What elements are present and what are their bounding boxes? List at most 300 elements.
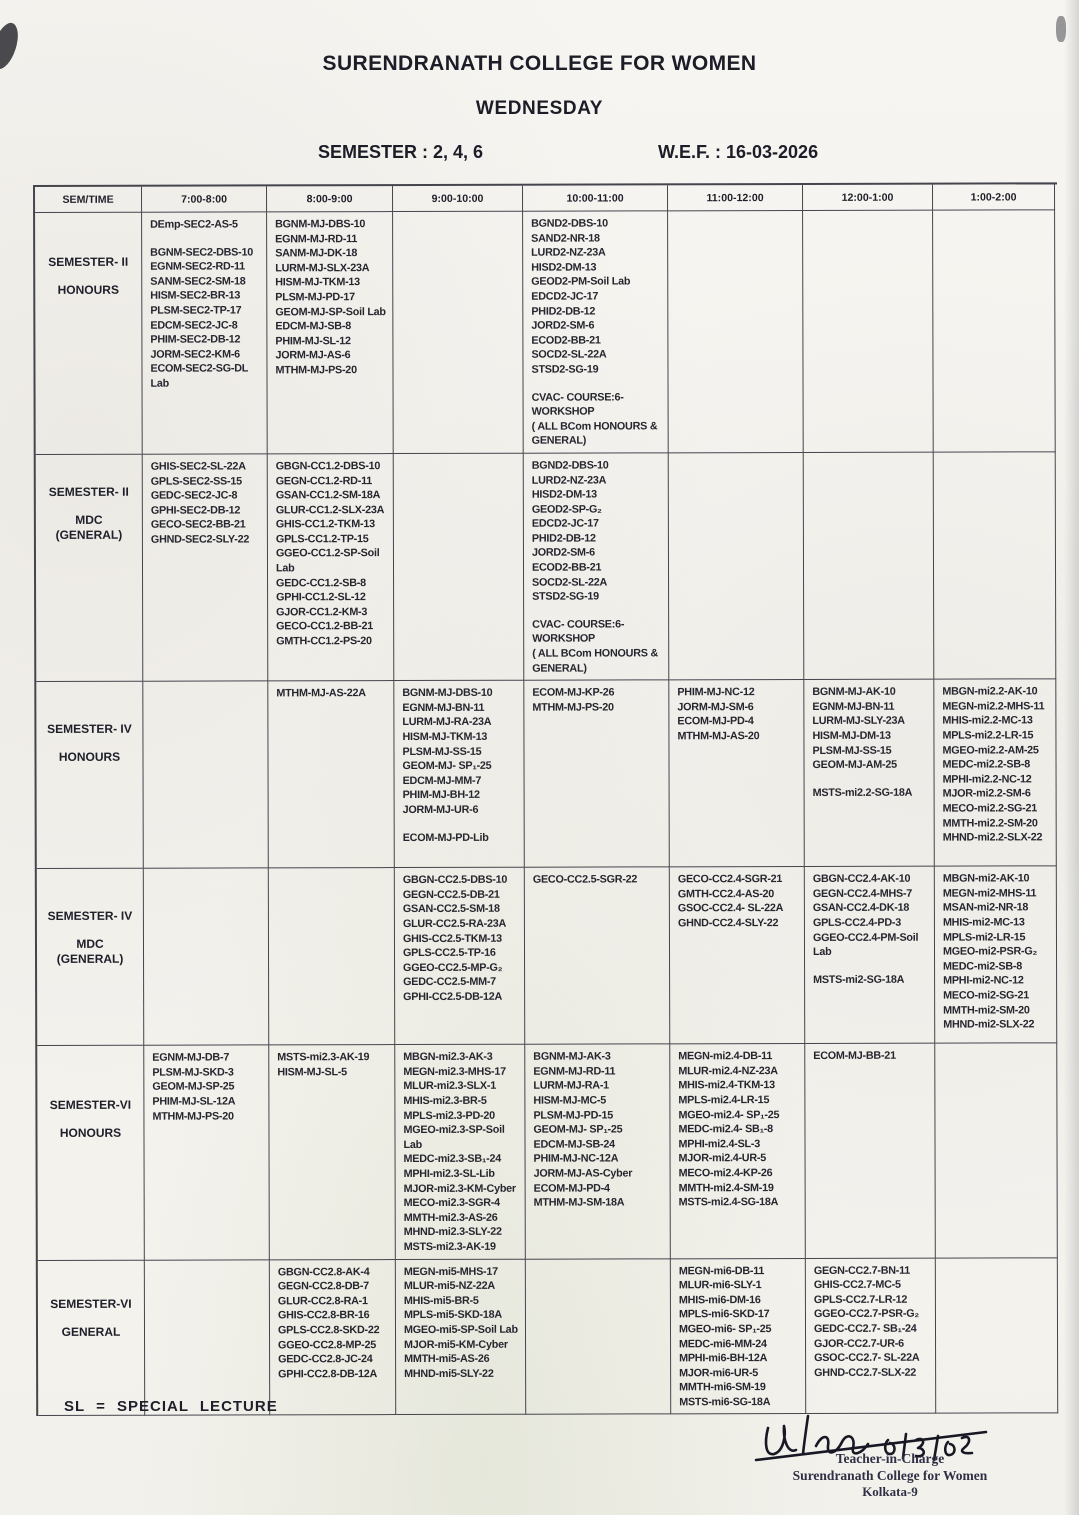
course-entry: MEGN-mi2.2-MHS-11 xyxy=(942,700,1045,713)
timetable-cell xyxy=(142,212,268,454)
row-label xyxy=(36,682,143,869)
timetable-row xyxy=(36,680,1058,870)
course-entry: MPHI-mi2-NC-12 xyxy=(943,974,1024,987)
course-entry: JORM-MJ-UR-6 xyxy=(402,803,479,817)
course-entry: MGEO-mi5-SP-Soil Lab xyxy=(403,1323,518,1336)
course-entry: ECOM-MJ-PD-4 xyxy=(677,715,754,728)
semester-wef-line xyxy=(0,142,1079,166)
timetable-cell xyxy=(934,452,1057,680)
course-entry: PLSM-MJ-SS-15 xyxy=(402,745,482,758)
timetable-cell xyxy=(268,454,395,682)
course-entry: JORM-SEC2-KM-6 xyxy=(150,348,240,361)
timetable-cell xyxy=(145,1260,270,1416)
course-entry: ECOD2-BB-21 xyxy=(531,561,602,574)
course-entry: MEGN-mi6-DB-11 xyxy=(678,1264,765,1277)
course-entry: GEDC-CC2.5-MM-7 xyxy=(403,976,496,989)
timetable-cell xyxy=(394,681,524,868)
course-entry: GPHI-SEC2-DB-12 xyxy=(150,504,241,517)
course-entry: EDCM-SEC2-JC-8 xyxy=(150,319,238,332)
course-entry: GENERAL) xyxy=(531,434,587,448)
course-entry: MMTH-mi5-AS-26 xyxy=(404,1352,490,1366)
timetable-cell xyxy=(526,1259,671,1415)
time-column-header: 10:00-11:00 xyxy=(523,185,668,211)
course-entry: GGEO-CC2.5-MP-G₂ xyxy=(403,961,503,974)
course-entry: MGEO-mi6- SP₁-25 xyxy=(678,1322,772,1336)
course-entry: BGNM-SEC2-DBS-10 xyxy=(150,246,253,259)
course-entry xyxy=(532,604,665,617)
scan-artifact-top-right xyxy=(1056,16,1066,42)
course-entry: ( ALL BCom HONOURS & xyxy=(531,420,658,433)
course-entry: WORKSHOP xyxy=(532,632,596,646)
course-entry xyxy=(403,817,521,830)
course-entry: GEDC-CC2.8-JC-24 xyxy=(278,1353,373,1366)
semester-info: SEMESTER : 2, 4, 6 xyxy=(318,142,484,162)
course-entry: WORKSHOP xyxy=(531,405,595,418)
course-entry: GEGN-CC2.8-DB-7 xyxy=(277,1280,369,1293)
timetable-cell xyxy=(395,1045,526,1260)
timetable-row xyxy=(37,1044,1060,1261)
course-entry: GECO-CC2.4-SGR-21 xyxy=(677,873,783,886)
course-entry: LURD2-NZ-23A xyxy=(531,474,607,487)
course-entry: MHIS-mi6-DM-16 xyxy=(678,1293,761,1307)
course-entry: GBGN-CC2.4-AK-10 xyxy=(812,872,911,886)
course-entry: HISD2-DM-13 xyxy=(531,261,597,274)
course-entry: MSTS-mi6-SG-18A xyxy=(679,1395,771,1409)
course-entry: GJOR-CC2.7-UR-6 xyxy=(814,1337,904,1350)
course-entry: MEGN-mi2.4-DB-11 xyxy=(678,1050,773,1063)
course-entry: MLUR-mi6-SLY-1 xyxy=(678,1279,762,1292)
course-entry: Lab xyxy=(275,562,295,575)
row-label-line: SEMESTER- II xyxy=(48,254,129,269)
course-entry: GPLS-CC2.8-SKD-22 xyxy=(277,1324,380,1337)
course-entry: PLSM-MJ-SS-15 xyxy=(812,744,892,757)
course-entry: MLUR-mi2.4-NZ-23A xyxy=(678,1064,778,1078)
course-entry: JORM-MJ-AS-Cyber xyxy=(533,1167,633,1180)
course-entry: SAND2-NR-18 xyxy=(531,232,600,245)
timetable-cell xyxy=(805,1044,936,1259)
course-entry: EGNM-MJ-RD-11 xyxy=(533,1065,616,1078)
course-entry: EDCM-MJ-MM-7 xyxy=(402,774,482,787)
timetable-cell xyxy=(393,212,524,454)
row-label-line: (GENERAL) xyxy=(55,527,123,542)
course-entry: Lab xyxy=(403,1138,422,1151)
timetable-cell xyxy=(936,1258,1058,1414)
course-entry: MBGN-mi2.3-AK-3 xyxy=(403,1051,493,1064)
course-entry: MHND-mi5-SLY-22 xyxy=(404,1367,494,1380)
course-entry: MHND-mi2-SLX-22 xyxy=(943,1018,1035,1031)
timetable xyxy=(33,182,1060,1416)
timetable-cell xyxy=(143,682,268,869)
timetable-header-row xyxy=(35,184,1057,213)
course-entry: MSTS-mi2.2-SG-18A xyxy=(812,786,913,799)
course-entry: LURM-MJ-SLX-23A xyxy=(275,261,370,275)
stamp-line-designation: Teacher-in-Charge xyxy=(835,1451,945,1466)
course-entry: MECO-mi2.3-SGR-4 xyxy=(403,1196,500,1210)
course-entry: SANM-MJ-DK-18 xyxy=(275,247,358,260)
course-entry: MPLS-mi2.2-LR-15 xyxy=(942,729,1034,742)
course-entry: GSAN-CC2.4-DK-18 xyxy=(812,902,910,915)
course-entry: GPHI-CC2.8-DB-12A xyxy=(278,1367,378,1381)
course-entry: LURM-MJ-RA-1 xyxy=(533,1079,609,1093)
course-entry: GHND-SEC2-SLY-22 xyxy=(150,533,250,546)
course-entry: GEOD2-SP-G₂ xyxy=(531,503,602,516)
timetable-row xyxy=(37,867,1059,1047)
timetable-cell xyxy=(805,867,935,1044)
course-entry: MPLS-mi5-SKD-18A xyxy=(403,1309,502,1322)
course-entry: MGEO-mi2.4- SP₁-25 xyxy=(678,1108,780,1121)
row-label-line: SEMESTER- IV xyxy=(47,721,132,737)
course-entry: LURD2-NZ-23A xyxy=(531,246,606,259)
course-entry: CVAC- COURSE:6- xyxy=(531,390,624,404)
course-entry: GHIS-CC2.5-TKM-13 xyxy=(402,932,502,945)
course-entry: EGNM-MJ-RD-11 xyxy=(275,232,358,245)
course-entry: GPHI-CC2.5-DB-12A xyxy=(403,990,503,1004)
timetable-cell xyxy=(669,680,804,867)
course-entry: SANM-SEC2-SM-18 xyxy=(150,275,246,288)
course-entry: MJOR-mi5-KM-Cyber xyxy=(404,1338,508,1351)
timetable-cell xyxy=(144,1046,270,1261)
timetable-cell xyxy=(523,211,669,453)
course-entry: MECO-mi2-SG-21 xyxy=(943,989,1030,1002)
timetable-cell xyxy=(804,453,935,681)
timetable-cell xyxy=(524,453,670,681)
course-entry: MPLS-mi2.3-PD-20 xyxy=(403,1109,495,1122)
course-entry: PLSM-MJ-PD-17 xyxy=(275,291,355,304)
course-entry: PHIM-MJ-NC-12 xyxy=(677,686,755,699)
course-entry: PHIM-MJ-SL-12A xyxy=(152,1095,236,1108)
course-entry: MEGN-mi2-MHS-11 xyxy=(942,887,1037,900)
course-entry: MMTH-mi2.3-AS-26 xyxy=(403,1211,498,1224)
course-entry: MEGN-mi2.3-MHS-17 xyxy=(403,1065,506,1078)
course-entry: GECO-SEC2-BB-21 xyxy=(150,518,246,531)
course-entry: MLUR-mi2.3-SLX-1 xyxy=(403,1080,496,1093)
course-entry xyxy=(532,377,665,390)
course-entry: MGEO-mi2.2-AM-25 xyxy=(942,743,1039,757)
course-entry: MMTH-mi2.2-SM-20 xyxy=(942,816,1038,830)
course-entry: ECOM-MJ-BB-21 xyxy=(813,1049,896,1063)
course-entry: GEOM-MJ-SP-Soil Lab xyxy=(275,305,386,318)
page-title: SURENDRANATH COLLEGE FOR WOMEN xyxy=(322,52,757,75)
course-entry: PHIM-MJ-NC-12A xyxy=(533,1152,619,1166)
course-entry: MMTH-mi2-SM-20 xyxy=(943,1003,1030,1017)
timetable-cell xyxy=(806,1258,936,1414)
row-label-line: HONOURS xyxy=(58,749,121,765)
row-label-line xyxy=(40,1311,142,1324)
row-label-line: SEMESTER-VI xyxy=(50,1296,132,1311)
course-entry: MEDC-mi2.2-SB-8 xyxy=(942,758,1030,771)
course-entry: MSTS-mi2.3-AK-19 xyxy=(277,1051,370,1064)
course-entry: GLUR-CC1.2-SLX-23A xyxy=(275,503,385,517)
course-entry: MBGN-mi2.2-AK-10 xyxy=(942,685,1038,698)
course-entry: GEDC-CC2.7- SB₁-24 xyxy=(813,1322,917,1335)
course-entry: HISM-MJ-DM-13 xyxy=(812,729,891,742)
timetable-cell xyxy=(803,211,934,453)
timetable-cell xyxy=(143,454,269,682)
row-label-line: GENERAL xyxy=(61,1324,121,1339)
timetable-cell xyxy=(934,680,1056,867)
course-entry: Lab xyxy=(150,377,169,390)
row-label-line: (GENERAL) xyxy=(56,951,124,967)
timetable-cell xyxy=(669,453,805,681)
course-entry: MTHM-MJ-PS-20 xyxy=(152,1110,234,1123)
course-entry: BGND2-DBS-10 xyxy=(531,217,608,230)
course-entry: MLUR-mi5-NZ-22A xyxy=(403,1279,495,1293)
row-label xyxy=(37,869,144,1046)
course-entry: GEOD2-PM-Soil Lab xyxy=(531,275,631,289)
course-entry: GBGN-CC2.8-AK-4 xyxy=(277,1265,370,1278)
timetable-cell xyxy=(670,1044,806,1259)
course-entry: MTHM-MJ-PS-20 xyxy=(532,701,614,714)
row-label-line xyxy=(39,924,141,937)
timetable-cell xyxy=(935,1044,1058,1259)
course-entry: LURM-MJ-RA-23A xyxy=(402,716,492,729)
course-entry: JORD2-SM-6 xyxy=(531,546,595,560)
course-entry: MPLS-mi6-SKD-17 xyxy=(678,1308,770,1321)
row-label-line xyxy=(38,500,140,513)
course-entry: BGNM-MJ-DBS-10 xyxy=(402,687,493,700)
course-entry: GLUR-CC2.8-RA-1 xyxy=(277,1294,368,1308)
course-entry: GPLS-CC2.4-PD-3 xyxy=(812,916,901,929)
course-entry: MMTH-mi6-SM-19 xyxy=(679,1381,766,1394)
course-entry: MHIS-mi2.4-TKM-13 xyxy=(678,1079,775,1092)
course-entry: GSOC-CC2.7- SL-22A xyxy=(814,1351,920,1365)
signature-block xyxy=(730,1412,1050,1512)
row-label-line: MDC xyxy=(75,512,103,527)
course-entry: GSOC-CC2.4- SL-22A xyxy=(677,902,784,915)
row-label-line xyxy=(39,1113,141,1126)
course-entry: HISM-MJ-TKM-13 xyxy=(275,276,360,289)
course-entry: MSTS-mi2.3-AK-19 xyxy=(403,1240,496,1253)
scan-edge-shadow xyxy=(1064,0,1079,1515)
course-entry xyxy=(150,232,263,245)
course-entry: SOCD2-SL-22A xyxy=(531,348,607,362)
course-entry: MECO-mi2.2-SG-21 xyxy=(942,802,1038,815)
course-entry: MPHI-mi6-BH-12A xyxy=(679,1352,768,1365)
timetable-row xyxy=(35,210,1058,455)
course-entry: GBGN-CC2.5-DBS-10 xyxy=(402,873,508,887)
course-entry: MSTS-mi2.4-SG-18A xyxy=(678,1196,779,1209)
course-entry: MPHI-mi2.4-SL-3 xyxy=(678,1137,760,1151)
course-entry: GEDC-SEC2-JC-8 xyxy=(150,489,238,502)
course-entry: MPHI-mi2.2-NC-12 xyxy=(942,773,1032,786)
course-entry: ECOD2-BB-21 xyxy=(531,334,601,347)
course-entry: GHND-CC2.4-SLY-22 xyxy=(677,917,779,930)
course-entry: MHND-mi2.3-SLY-22 xyxy=(403,1226,502,1239)
row-label-line: MDC xyxy=(76,937,104,952)
course-entry: MGEO-mi2-PSR-G₂ xyxy=(942,945,1038,958)
course-entry: GJOR-CC1.2-KM-3 xyxy=(276,605,368,619)
course-entry: MEDC-mi2.3-SB₁-24 xyxy=(403,1153,501,1166)
time-column-header: SEM/TIME xyxy=(35,187,142,213)
course-entry: PHID2-DB-12 xyxy=(531,305,596,318)
time-column-header: 9:00-10:00 xyxy=(393,186,523,212)
course-entry: MECO-mi2.4-KP-26 xyxy=(678,1167,773,1180)
row-label-line xyxy=(37,270,139,283)
course-entry: GHIS-CC2.8-BR-16 xyxy=(277,1309,370,1322)
time-column-header: 1:00-2:00 xyxy=(933,184,1055,210)
timetable-cell xyxy=(267,212,394,454)
course-entry: ( ALL BCom HONOURS & xyxy=(532,647,659,660)
timetable-cell xyxy=(268,681,394,868)
timetable-cell xyxy=(935,867,1057,1044)
teacher-stamp xyxy=(730,1450,1050,1500)
course-entry: MJOR-mi2.2-SM-6 xyxy=(942,787,1031,800)
course-entry: MSTS-mi2-SG-18A xyxy=(813,973,905,986)
course-entry: HISM-SEC2-BR-13 xyxy=(150,289,241,303)
course-entry: GHND-CC2.7-SLX-22 xyxy=(814,1366,917,1379)
course-entry: MEDC-mi6-MM-24 xyxy=(679,1337,767,1350)
course-entry: GGEO-CC1.2-SP-Soil xyxy=(275,547,380,560)
course-entry: GEOM-MJ- SP₁-25 xyxy=(533,1123,623,1136)
course-entry: EDCM-MJ-SB-24 xyxy=(533,1138,615,1151)
course-entry: STSD2-SG-19 xyxy=(531,363,599,376)
course-entry: GEGN-CC1.2-RD-11 xyxy=(275,474,372,487)
course-entry: GENERAL) xyxy=(532,662,587,675)
course-entry: Lab xyxy=(812,946,832,959)
timetable-cell xyxy=(525,868,670,1045)
course-entry: JORM-MJ-AS-6 xyxy=(275,349,351,362)
special-lecture-note: SL = SPECIAL LECTURE xyxy=(64,1398,278,1415)
course-entry xyxy=(813,959,931,972)
course-entry: GHIS-CC2.7-MC-5 xyxy=(813,1278,901,1292)
course-entry: GLUR-CC2.5-RA-23A xyxy=(402,917,507,931)
course-entry: ECOM-MJ-KP-26 xyxy=(532,686,615,699)
course-entry: GPLS-CC1.2-TP-15 xyxy=(275,532,369,546)
row-label xyxy=(38,1260,145,1416)
course-entry: MPHI-mi2.3-SL-Lib xyxy=(403,1167,495,1181)
course-entry: EDCD2-JC-17 xyxy=(531,517,599,530)
timetable-cell xyxy=(668,211,804,453)
course-entry: MHIS-mi5-BR-5 xyxy=(403,1294,479,1307)
course-entry: CVAC- COURSE:6- xyxy=(532,618,625,631)
course-entry: DEmp-SEC2-AS-5 xyxy=(150,218,238,231)
timetable-cell xyxy=(394,454,525,682)
course-entry: HISD2-DM-13 xyxy=(531,488,597,501)
course-entry: PLSM-MJ-PD-15 xyxy=(533,1109,613,1122)
course-entry: MHIS-mi2.2-MC-13 xyxy=(942,714,1033,728)
course-entry: MTHM-MJ-SM-18A xyxy=(533,1196,625,1209)
time-column-header: 7:00-8:00 xyxy=(142,186,267,212)
course-entry: MEDC-mi2-SB-8 xyxy=(943,960,1023,973)
course-entry: GSAN-CC2.5-SM-18 xyxy=(402,903,500,916)
course-entry: MJOR-mi6-UR-5 xyxy=(679,1366,759,1379)
course-entry: GEGN-CC2.7-BN-11 xyxy=(813,1264,911,1277)
course-entry: JORM-MJ-SM-6 xyxy=(677,700,754,714)
course-entry: ECOM-MJ-PD-4 xyxy=(533,1182,610,1195)
course-entry: MTHM-MJ-AS-22A xyxy=(276,687,366,700)
course-entry: LURM-MJ-SLY-23A xyxy=(812,715,905,728)
timetable-cell xyxy=(525,1045,671,1260)
course-entry: STSD2-SG-19 xyxy=(532,590,599,603)
course-entry: PHIM-MJ-SL-12 xyxy=(275,334,351,348)
course-entry: GEGN-CC2.4-MHS-7 xyxy=(812,887,913,900)
course-entry: MMTH-mi2.4-SM-19 xyxy=(678,1181,774,1194)
course-entry: GEOM-MJ-AM-25 xyxy=(812,758,897,772)
course-entry: GECO-CC2.5-SGR-22 xyxy=(532,873,638,886)
course-entry: EDCD2-JC-17 xyxy=(531,290,599,303)
timetable-cell xyxy=(670,867,805,1044)
course-entry: MJOR-mi2.4-UR-5 xyxy=(678,1152,767,1165)
course-entry: PLSM-MJ-SKD-3 xyxy=(152,1066,234,1079)
course-entry: GEOM-MJ-SP-25 xyxy=(152,1080,235,1094)
row-label-line: SEMESTER- II xyxy=(48,484,129,499)
course-entry: BGNM-MJ-DBS-10 xyxy=(275,218,366,231)
day-title: WEDNESDAY xyxy=(475,98,604,119)
course-entry: GGEO-CC2.7-PSR-G₂ xyxy=(813,1307,919,1321)
time-column-header: 11:00-12:00 xyxy=(668,185,803,211)
course-entry: MHIS-mi2.3-BR-5 xyxy=(403,1094,487,1108)
course-entry: ECOM-SEC2-SG-DL xyxy=(150,362,249,376)
course-entry: GHIS-CC1.2-TKM-13 xyxy=(275,518,375,531)
course-entry: HISM-MJ-MC-5 xyxy=(533,1094,606,1107)
course-entry: GPLS-CC2.7-LR-12 xyxy=(813,1293,908,1306)
course-entry: MTHM-MJ-AS-20 xyxy=(677,730,760,743)
timetable-cell xyxy=(804,680,934,867)
timetable-cell xyxy=(396,1259,526,1415)
timetable-row xyxy=(36,452,1059,682)
time-column-header: 8:00-9:00 xyxy=(267,186,393,212)
course-entry: MEDC-mi2.4- SB₁-8 xyxy=(678,1123,773,1136)
row-label-line xyxy=(38,737,140,750)
course-entry: MHIS-mi2-MC-13 xyxy=(942,916,1025,929)
course-entry: GPHI-CC1.2-SL-12 xyxy=(276,591,366,604)
course-entry: HISM-MJ-TKM-13 xyxy=(402,730,488,744)
row-label-line: HONOURS xyxy=(57,282,119,297)
course-entry: SOCD2-SL-22A xyxy=(532,576,608,589)
wef-date: W.E.F. : 16-03-2026 xyxy=(658,142,819,162)
course-entry: BGND2-DBS-10 xyxy=(531,459,609,472)
row-label-line: HONOURS xyxy=(59,1125,122,1141)
timetable-cell xyxy=(269,868,395,1045)
row-label-line: SEMESTER- IV xyxy=(47,908,133,924)
course-entry: JORD2-SM-6 xyxy=(531,319,595,332)
course-entry: GEOM-MJ- SP₁-25 xyxy=(402,759,492,773)
course-entry: MTHM-MJ-PS-20 xyxy=(275,364,357,377)
row-label xyxy=(36,455,144,683)
row-label-line: SEMESTER-VI xyxy=(49,1097,132,1113)
course-entry: GMTH-CC2.4-AS-20 xyxy=(677,887,775,901)
row-label xyxy=(35,213,143,455)
time-column-header: 12:00-1:00 xyxy=(803,185,933,211)
timetable-cell xyxy=(933,210,1056,452)
course-entry: PHID2-DB-12 xyxy=(531,532,596,545)
course-entry: GMTH-CC1.2-PS-20 xyxy=(276,635,372,648)
course-entry: MSAN-mi2-NR-18 xyxy=(942,901,1029,915)
course-entry: MBGN-mi2-AK-10 xyxy=(942,872,1030,885)
course-entry: GPLS-CC2.5-TP-16 xyxy=(402,946,496,960)
timetable-row xyxy=(38,1258,1060,1417)
course-entry: MJOR-mi2.3-KM-Cyber xyxy=(403,1182,516,1195)
course-entry: BGNM-MJ-AK-10 xyxy=(812,685,896,699)
course-entry: PLSM-SEC2-TP-17 xyxy=(150,304,242,317)
course-entry: ECOM-MJ-PD-Lib xyxy=(402,831,489,844)
course-entry: HISM-MJ-SL-5 xyxy=(277,1065,347,1079)
timetable-cell xyxy=(144,869,269,1046)
course-entry: PHIM-MJ-BH-12 xyxy=(402,789,480,802)
course-entry: GPLS-SEC2-SS-15 xyxy=(150,474,242,488)
course-entry: PHIM-SEC2-DB-12 xyxy=(150,333,241,346)
course-entry: GECO-CC1.2-BB-21 xyxy=(276,620,373,633)
course-entry: GHIS-SEC2-SL-22A xyxy=(150,460,246,473)
timetable-cell xyxy=(395,868,525,1045)
course-entry: GBGN-CC1.2-DBS-10 xyxy=(275,459,381,473)
course-entry: EGNM-MJ-BN-11 xyxy=(812,700,895,713)
course-entry: MEGN-mi5-MHS-17 xyxy=(403,1265,498,1278)
course-entry: GGEO-CC2.8-MP-25 xyxy=(278,1338,377,1351)
course-entry: GEGN-CC2.5-DB-21 xyxy=(402,888,500,901)
timetable-cell xyxy=(270,1260,396,1416)
course-entry: GSAN-CC1.2-SM-18A xyxy=(275,489,381,502)
